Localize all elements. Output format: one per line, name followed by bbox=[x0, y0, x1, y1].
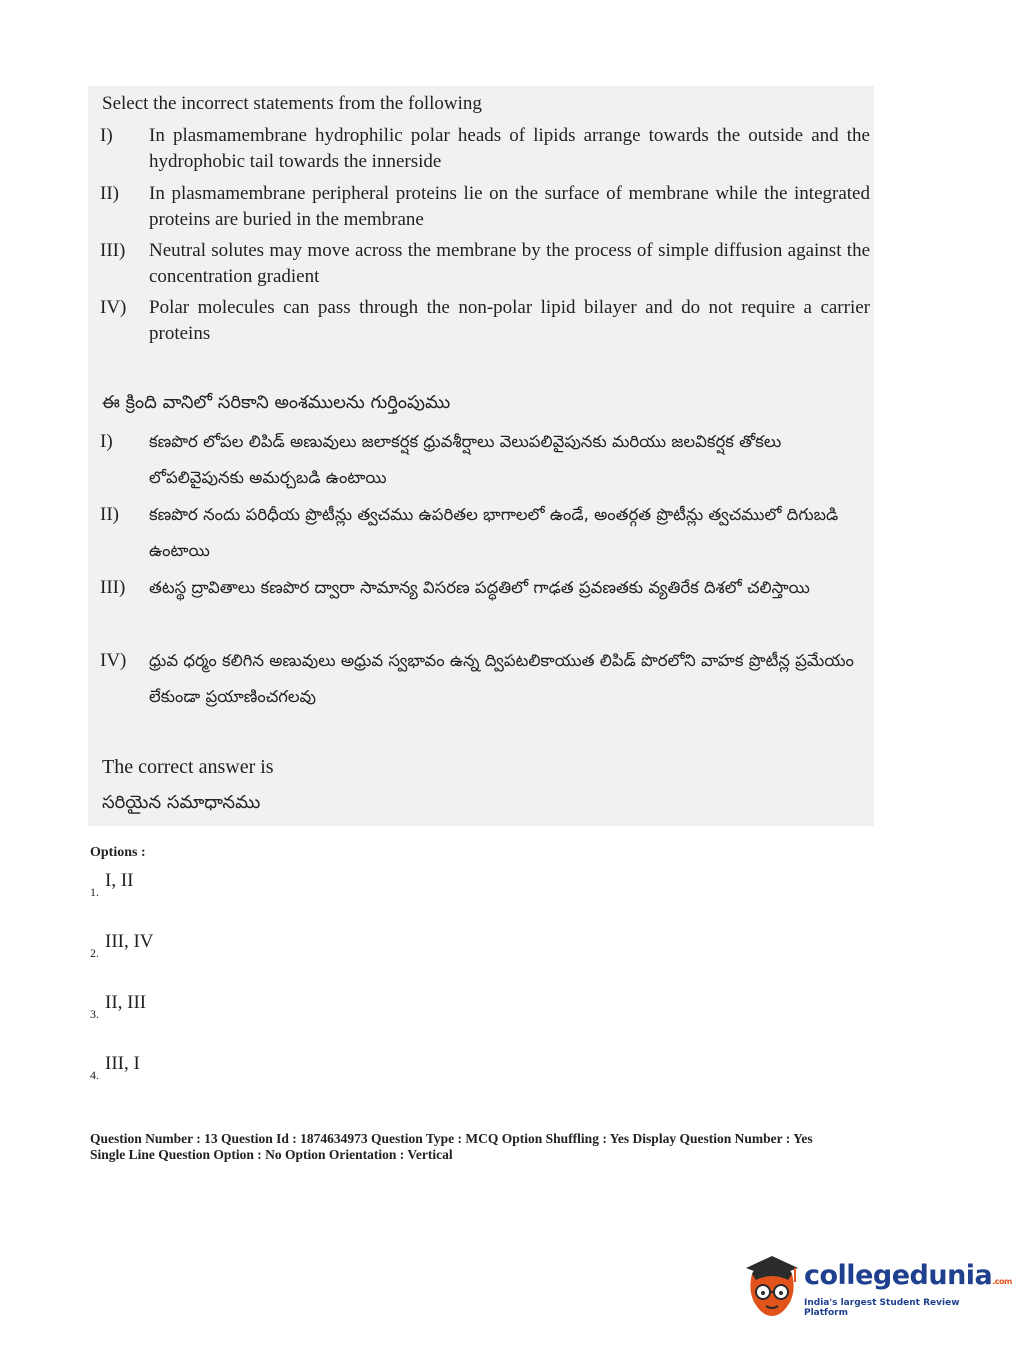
option-text: I, II bbox=[105, 870, 134, 891]
graduate-mascot-icon bbox=[742, 1250, 802, 1322]
statement-en-2 bbox=[100, 181, 870, 233]
statement-number: III) bbox=[100, 240, 126, 261]
statement-te-4 bbox=[100, 643, 870, 715]
question-intro-en: Select the incorrect statements from the following bbox=[102, 93, 482, 114]
statement-text: కణపొర లోపల లిపిడ్ అణువులు జలాకర్షక ధ్రువశీర్షాలు వెలుపలివైపునకు మరియు జలవికర్షక తోకలు లోపలివైపునకు అమర్చబడి ఉంటాయి bbox=[149, 432, 782, 487]
option-number: 3. bbox=[90, 1007, 99, 1021]
statement-te-2 bbox=[100, 497, 870, 569]
question-metadata bbox=[90, 1131, 813, 1163]
statement-text: తటస్థ ద్రావితాలు కణపొర ద్వారా సామాన్య విసరణ పద్ధతిలో గాఢత ప్రవణతకు వ్యతిరేక దిశలో చలిస్తాయి bbox=[149, 578, 810, 597]
option-2[interactable] bbox=[90, 931, 154, 960]
statement-en-1 bbox=[100, 123, 870, 175]
answer-prompt-te: సరియైన సమాధానము bbox=[102, 792, 261, 813]
option-text: III, IV bbox=[105, 931, 154, 952]
statement-text: Polar molecules can pass through the non-polar lipid bilayer and do not require a carrier proteins bbox=[149, 297, 870, 344]
option-3[interactable] bbox=[90, 992, 147, 1021]
metadata-line-2: Single Line Question Option : No Option Orientation : Vertical bbox=[90, 1147, 453, 1162]
statement-text: ధ్రువ ధర్మం కలిగిన అణువులు అధ్రువ స్వభావం ఉన్న ద్విపటలికాయుత లిపిడ్ పొరలోని వాహక ప్రొటీన్ల ప్రమేయం లేకుండా ప్రయాణించగలవు bbox=[149, 651, 854, 706]
statement-number: II) bbox=[100, 504, 119, 525]
options-heading: Options : bbox=[90, 845, 146, 860]
collegedunia-logo bbox=[742, 1250, 1012, 1322]
metadata-line-1: Question Number : 13 Question Id : 1874634973 Question Type : MCQ Option Shuffling : Yes Display Question Number : Yes bbox=[90, 1131, 813, 1146]
statement-en-4 bbox=[100, 295, 870, 347]
option-text: II, III bbox=[105, 992, 147, 1013]
statement-number: I) bbox=[100, 125, 113, 146]
statement-text: Neutral solutes may move across the membrane by the process of simple diffusion against the concentration gradient bbox=[149, 240, 870, 287]
statement-te-1 bbox=[100, 424, 870, 496]
statement-number: I) bbox=[100, 431, 113, 452]
statement-text: In plasmamembrane peripheral proteins lie on the surface of membrane while the integrated proteins are buried in the membrane bbox=[149, 183, 870, 230]
logo-tagline: India's largest Student Review Platform bbox=[804, 1298, 960, 1318]
statement-number: III) bbox=[100, 577, 126, 598]
statement-en-3 bbox=[100, 238, 870, 290]
statement-te-3 bbox=[100, 570, 870, 606]
answer-prompt-en: The correct answer is bbox=[102, 756, 274, 778]
question-intro-te: ఈ క్రింది వానిలో సరికాని అంశములను గుర్తింపుము bbox=[102, 392, 451, 413]
option-number: 2. bbox=[90, 946, 99, 960]
option-text: III, I bbox=[105, 1053, 140, 1074]
statement-number: IV) bbox=[100, 650, 127, 671]
option-number: 1. bbox=[90, 885, 99, 899]
statement-text: In plasmamembrane hydrophilic polar heads of lipids arrange towards the outside and the hydrophobic tail towards the innerside bbox=[149, 125, 870, 172]
statement-text: కణపొర నందు పరిధీయ ప్రొటీన్లు త్వచము ఉపరితల భాగాలలో ఉండే, అంతర్గత ప్రొటీన్లు త్వచములో దిగుబడి ఉంటాయి bbox=[149, 505, 839, 560]
option-number: 4. bbox=[90, 1068, 99, 1082]
option-4[interactable] bbox=[90, 1053, 140, 1082]
option-1[interactable] bbox=[90, 870, 134, 899]
statement-number: IV) bbox=[100, 297, 127, 318]
statement-number: II) bbox=[100, 183, 119, 204]
logo-wordmark: collegedunia.com bbox=[804, 1260, 1012, 1291]
